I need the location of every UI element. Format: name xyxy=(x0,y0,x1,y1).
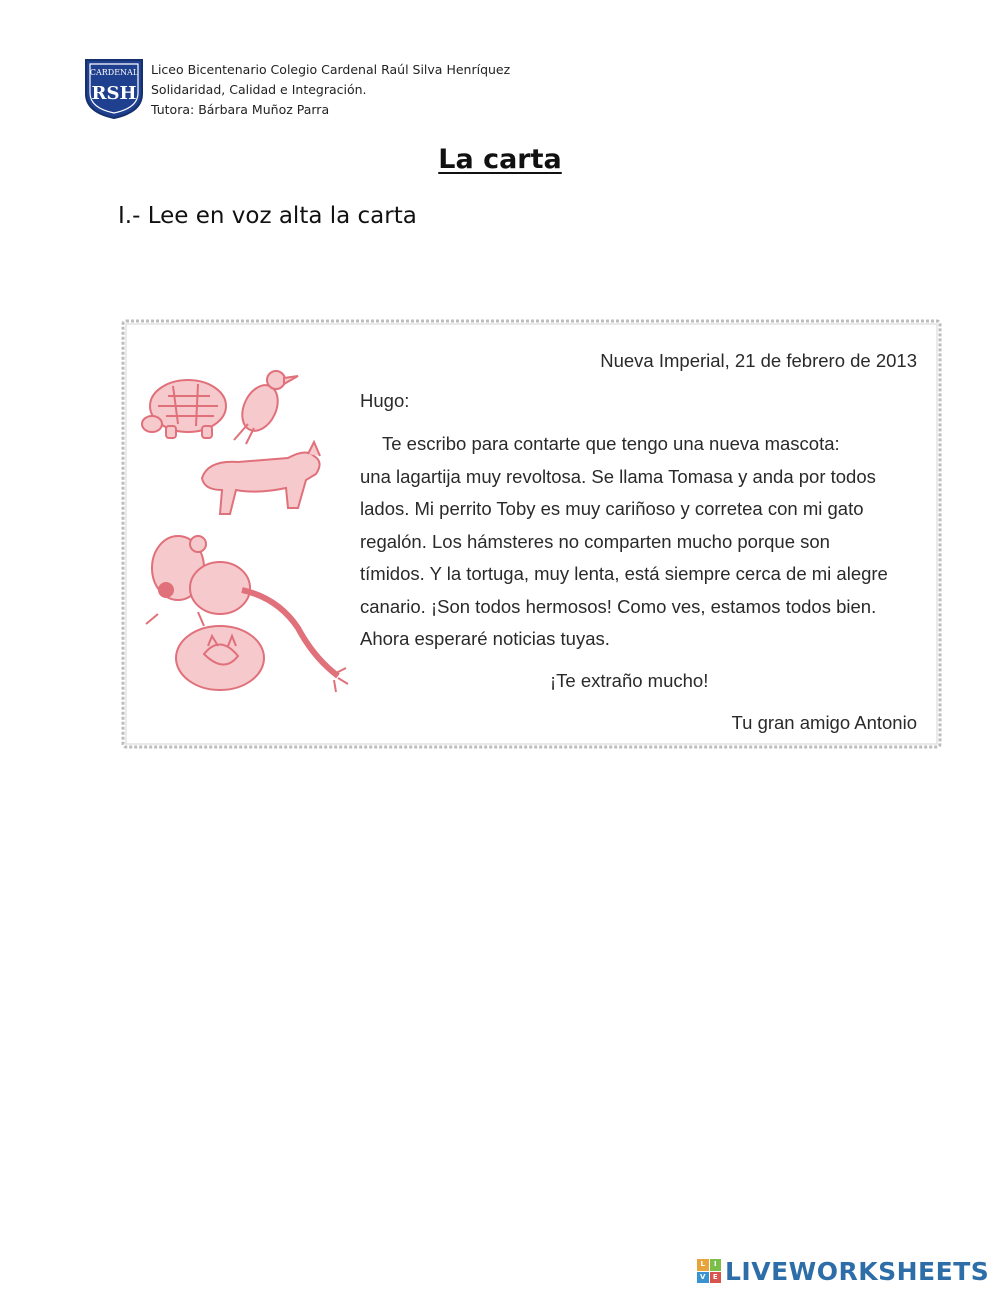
school-header xyxy=(151,60,510,120)
badge-letter: V xyxy=(697,1272,709,1284)
letter-greeting: Hugo: xyxy=(360,390,410,411)
crest-label-top: CARDENAL xyxy=(89,68,139,77)
letter-line: tímidos. Y la tortuga, muy lenta, está siempre cerca de mi alegre xyxy=(360,563,888,584)
brand-name: LIVEWORKSHEETS xyxy=(725,1256,990,1286)
hamster-drawing xyxy=(146,536,250,626)
page-title: La carta xyxy=(438,144,562,175)
dog-drawing xyxy=(202,442,320,514)
school-crest-logo xyxy=(82,56,146,120)
instruction-text: I.- Lee en voz alta la carta xyxy=(118,203,417,229)
letter-date: Nueva Imperial, 21 de febrero de 2013 xyxy=(600,350,917,371)
turtle-drawing xyxy=(142,380,226,438)
badge-letter: I xyxy=(710,1259,722,1271)
letter-line: regalón. Los hámsteres no comparten mucho porque son xyxy=(360,530,830,552)
cat-drawing xyxy=(176,626,264,690)
badge-letter: L xyxy=(697,1259,709,1271)
letter-card xyxy=(120,318,943,750)
letter-line: Ahora esperaré noticias tuyas. xyxy=(360,628,610,649)
bird-drawing xyxy=(234,371,298,444)
live-badge-icon xyxy=(697,1259,721,1283)
letter-line: lados. Mi perrito Toby es muy cariñoso y corretea con mi gato xyxy=(360,498,864,519)
tutor-name: Tutora: Bárbara Muñoz Parra xyxy=(151,102,330,117)
letter-farewell: ¡Te extraño mucho! xyxy=(550,670,709,691)
crest-initials: RSH xyxy=(91,83,137,104)
letter-line: canario. ¡Son todos hermosos! Como ves, estamos todos bien. xyxy=(360,595,877,617)
school-name: Liceo Bicentenario Colegio Cardenal Raúl Silva Henríquez xyxy=(151,62,511,77)
pets-illustration xyxy=(138,358,360,698)
letter-line: Te escribo para contarte que tengo una nueva mascota: xyxy=(382,433,840,454)
letter-line: una lagartija muy revoltosa. Se llama Tomasa y anda por todos xyxy=(360,465,876,487)
letter-signature: Tu gran amigo Antonio xyxy=(731,712,917,733)
letter-body xyxy=(360,428,888,656)
school-motto: Solidaridad, Calidad e Integración. xyxy=(151,82,367,97)
badge-letter: E xyxy=(710,1272,722,1284)
liveworksheets-logo[interactable] xyxy=(697,1257,989,1285)
